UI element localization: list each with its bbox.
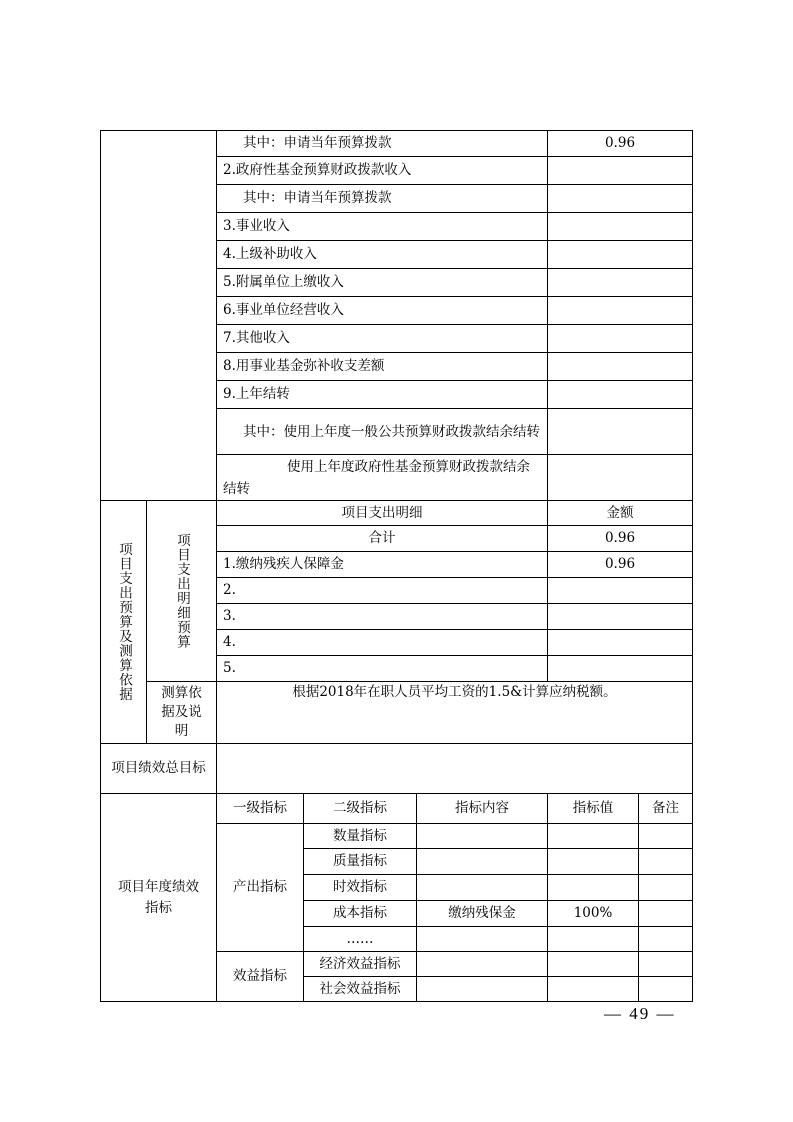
funding-row-value <box>548 297 693 325</box>
funding-row-value <box>548 185 693 213</box>
indicator-note <box>639 927 693 952</box>
funding-row-value <box>548 325 693 353</box>
funding-row-label: 3.事业收入 <box>217 213 548 241</box>
detail-item-label: 3. <box>217 604 548 630</box>
funding-row-label: 2.政府性基金预算财政拨款收入 <box>217 157 548 185</box>
total-label: 合计 <box>217 526 548 552</box>
indicator-content <box>417 849 548 875</box>
detail-header-item: 项目支出明细 <box>217 501 548 526</box>
detail-item-value <box>548 578 693 604</box>
funding-row-label: 其中：申请当年预算拨款 <box>217 131 548 157</box>
indicator-content <box>417 824 548 849</box>
indicator-note <box>639 824 693 849</box>
funding-row-value <box>548 455 693 501</box>
funding-source-cell <box>101 131 217 501</box>
indicator-note <box>639 849 693 875</box>
indicator-sub: 经济效益指标 <box>304 952 417 977</box>
indicator-content <box>417 927 548 952</box>
detail-item-label: 4. <box>217 630 548 656</box>
total-value: 0.96 <box>548 526 693 552</box>
indicator-content <box>417 875 548 901</box>
detail-item-value <box>548 604 693 630</box>
indicator-sub: 成本指标 <box>304 901 417 927</box>
indicator-value <box>548 977 639 1002</box>
funding-row-value <box>548 213 693 241</box>
indicator-value <box>548 927 639 952</box>
goal-label: 项目绩效总目标 <box>101 744 217 794</box>
indicator-sub: 数量指标 <box>304 824 417 849</box>
funding-row-value <box>548 381 693 409</box>
indicator-note <box>639 977 693 1002</box>
indicator-sub: …… <box>304 927 417 952</box>
detail-item-label: 5. <box>217 656 548 682</box>
funding-row-label: 6.事业单位经营收入 <box>217 297 548 325</box>
detail-item-label: 1.缴纳残疾人保障金 <box>217 552 548 578</box>
funding-row-label: 8.用事业基金弥补收支差额 <box>217 353 548 381</box>
header-note: 备注 <box>639 794 693 824</box>
detail-header-amount: 金额 <box>548 501 693 526</box>
indicator-content <box>417 952 548 977</box>
header-level1: 一级指标 <box>217 794 304 824</box>
indicator-value <box>548 875 639 901</box>
output-indicator-label: 产出指标 <box>217 824 304 952</box>
expenditure-section-text: 项目支出预算及测算依据 <box>116 542 132 702</box>
funding-row-value <box>548 353 693 381</box>
indicator-value <box>548 952 639 977</box>
funding-row-label: 5.附属单位上缴收入 <box>217 269 548 297</box>
funding-row-label: 7.其他收入 <box>217 325 548 353</box>
goal-value <box>217 744 693 794</box>
funding-row-label: 其中：使用上年度一般公共预算财政拨款结余结转 <box>217 409 548 455</box>
detail-item-label: 2. <box>217 578 548 604</box>
header-content: 指标内容 <box>417 794 548 824</box>
funding-row-value: 0.96 <box>548 131 693 157</box>
funding-row-label: 使用上年度政府性基金预算财政拨款结余结转 <box>217 455 548 501</box>
detail-item-value: 0.96 <box>548 552 693 578</box>
detail-budget-label <box>147 501 217 682</box>
funding-row-value <box>548 269 693 297</box>
expenditure-section-label <box>101 501 147 744</box>
indicator-value <box>548 824 639 849</box>
indicator-note <box>639 875 693 901</box>
indicators-label: 项目年度绩效指标 <box>101 794 217 1002</box>
indicator-content <box>417 977 548 1002</box>
funding-row-label: 4.上级补助收入 <box>217 241 548 269</box>
header-level2: 二级指标 <box>304 794 417 824</box>
indicator-value <box>548 849 639 875</box>
indicator-value: 100% <box>548 901 639 927</box>
funding-row-value <box>548 157 693 185</box>
funding-row-label: 其中：申请当年预算拨款 <box>217 185 548 213</box>
header-value: 指标值 <box>548 794 639 824</box>
benefit-indicator-label: 效益指标 <box>217 952 304 1002</box>
detail-item-value <box>548 630 693 656</box>
indicator-sub: 时效指标 <box>304 875 417 901</box>
funding-row-label: 9.上年结转 <box>217 381 548 409</box>
indicator-sub: 社会效益指标 <box>304 977 417 1002</box>
detail-budget-text: 项目支出明细预算 <box>174 533 190 649</box>
budget-performance-table <box>100 130 693 1002</box>
page-number: — 49 — <box>604 1004 676 1023</box>
indicator-note <box>639 901 693 927</box>
indicator-content: 缴纳残保金 <box>417 901 548 927</box>
funding-row-value <box>548 241 693 269</box>
indicator-note <box>639 952 693 977</box>
indicator-sub: 质量指标 <box>304 849 417 875</box>
funding-row-value <box>548 409 693 455</box>
detail-item-value <box>548 656 693 682</box>
basis-text: 根据2018年在职人员平均工资的1.5&计算应纳税额。 <box>217 682 693 744</box>
basis-label: 测算依据及说明 <box>147 682 217 744</box>
